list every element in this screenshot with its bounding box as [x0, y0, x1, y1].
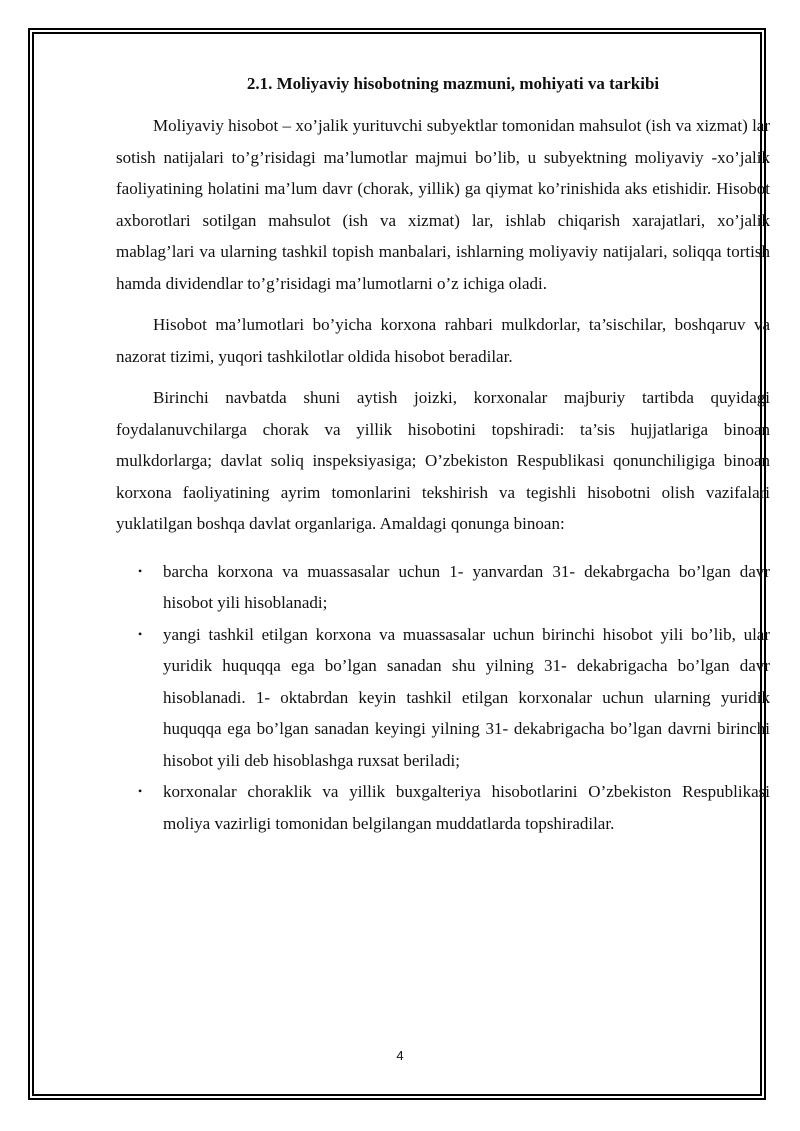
bullet-icon: •	[138, 784, 143, 798]
list-item-text: barcha korxona va muassasalar uchun 1- yanvardan 31- dekabrgacha bo’lgan davr hisobot yili hisoblanadi;	[163, 561, 770, 612]
page-number: 4	[396, 1048, 404, 1063]
list-item-text: korxonalar choraklik va yillik buxgalteriya hisobotlarini O’zbekiston Respublikasi moliya vazirligi tomonidan belgilangan muddatlarda topshiradilar.	[163, 782, 770, 833]
paragraph-reporting: Hisobot ma’lumotlari bo’yicha korxona rahbari mulkdorlar, ta’sischilar, boshqaruv va nazorat tizimi, yuqori tashkilotlar oldida hisobot beradilar.	[116, 315, 770, 366]
paragraph-users: Birinchi navbatda shuni aytish joizki, korxonalar majburiy tartibda quyidagi foydalanuvchilarga chorak va yillik hisobotini topshiradi: ta’sis hujjatlariga binoan mulkdorlarga; davlat soliq inspeksiyasiga; O’zbekiston Respublikasi qonunchiligiga binoan korxona faoliyatining ayrim tomonlarini tekshirish va tegishli hisobotni olish vazifalari yuklatilgan boshqa davlat organlariga. Amaldagi qonunga binoan:	[116, 388, 770, 533]
list-item-text: yangi tashkil etilgan korxona va muassasalar uchun birinchi hisobot yili bo’lib, ular yuridik huquqqa ega bo’lgan sanadan shu yilning 31- dekabrigacha bo’lgan davr hisoblanadi. 1- oktabrdan keyin tashkil etilgan korxonalar uchun ularning yuridik huquqqa ega bo’lgan sanadan keyingi yilning 31- dekabrigacha bo’lgan davrni birinchi hisobot yili deb hisoblashga ruxsat beriladi;	[163, 624, 770, 770]
list-item	[116, 776, 770, 839]
bullet-list	[116, 556, 770, 840]
bullet-icon: •	[138, 626, 143, 641]
page-content	[116, 72, 770, 839]
bullet-icon: •	[138, 563, 143, 578]
paragraph-definition: Moliyaviy hisobot – xo’jalik yurituvchi subyektlar tomonidan mahsulot (ish va xizmat) lar sotish natijalari to’g’risidagi ma’lumotlar majmui bo’lib, u subyektning moliyaviy -xo’jalik faoliyatining holatini ma’lum davr (chorak, yillik) ga qiymat ko’rinishida aks etishidir. Hisobot axborotlari sotilgan mahsulot (ish va xizmat) lar, ishlab chiqarish xarajatlari, xo’jalik mablag’lari va ularning tashkil topish manbalari, ishlarning moliyaviy natijalari, soliqqa tortish hamda dividendlar to’g’risidagi ma’lumotlarni o’z ichiga oladi.	[116, 116, 770, 293]
list-item	[116, 619, 770, 777]
section-heading: 2.1. Moliyaviy hisobotning mazmuni, mohiyati va tarkibi	[246, 74, 660, 93]
list-item	[116, 556, 770, 619]
